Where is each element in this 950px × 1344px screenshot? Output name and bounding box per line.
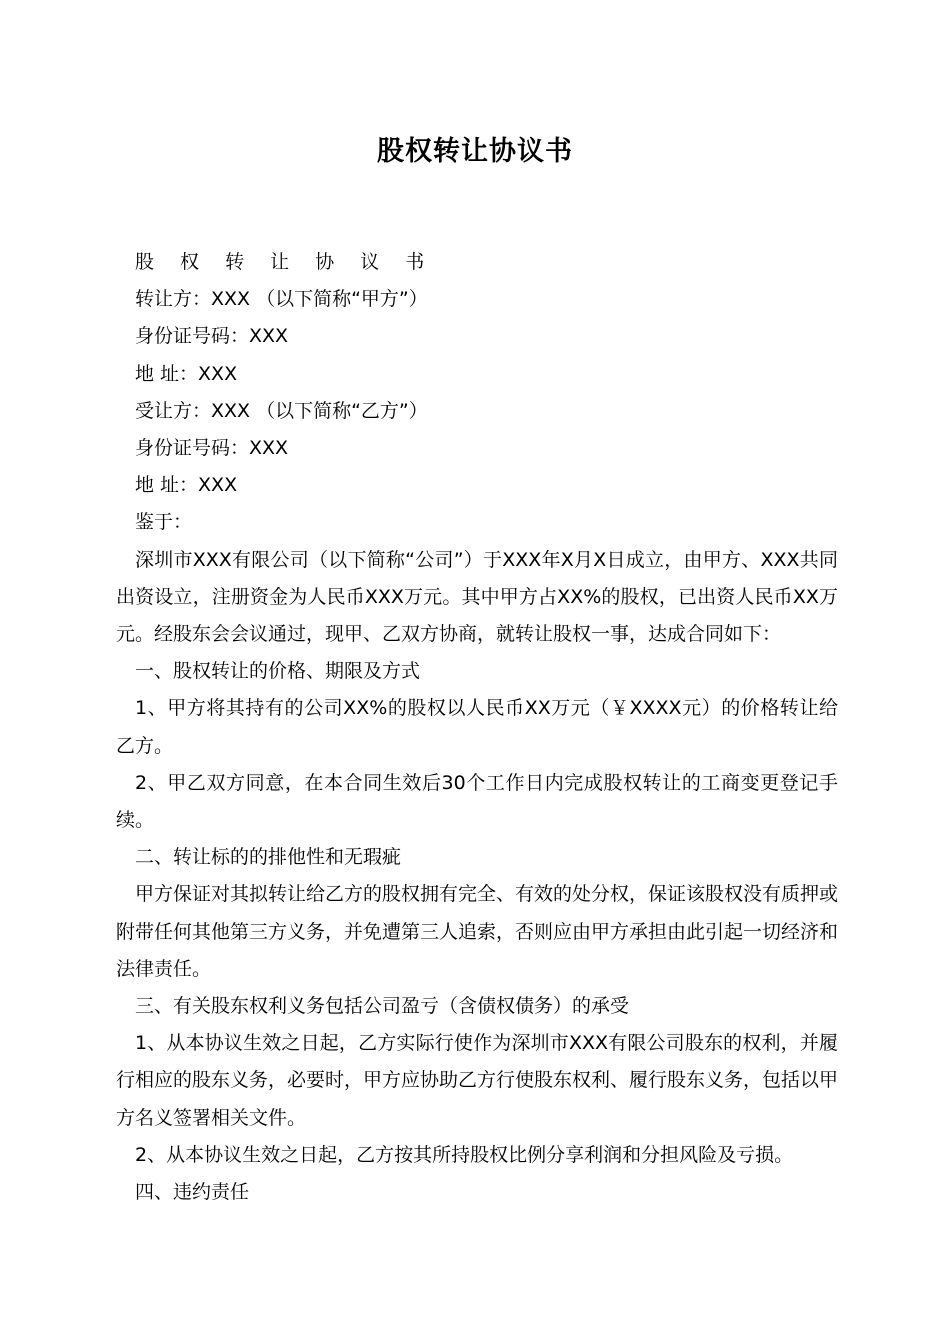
section-3-clause-2: 2、从本协议生效之日起，乙方按其所持股权比例分享利润和分担风险及亏损。 <box>135 1143 794 1166</box>
section-2-paragraph: 甲方保证对其拟转让给乙方的股权拥有完全、有效的处分权，保证该股权没有质押或附带任何其他第三方义务，并免遭第三人追索，否则应由甲方承担由此引起一切经济和法律责任。 <box>116 883 839 980</box>
transferee-line: 受让方：XXX （以下简称“乙方”） <box>135 399 428 422</box>
background-paragraph: 深圳市XXX有限公司（以下简称“公司”）于XXX年X月X日成立，由甲方、XXX共同出资设立，注册资金为人民币XXX万元。其中甲方占XX%的股权，已出资人民币XX万元。经股东会会议通过，现甲、乙双方协商，就转让股权一事，达成合同如下： <box>116 548 838 646</box>
section-1-clause-1: 1、甲方将其持有的公司XX%的股权以人民币XX万元（￥XXXX元）的价格转让给乙方。 <box>116 697 838 757</box>
transferor-id-line: 身份证号码：XXX <box>135 325 289 348</box>
transferor-line: 转让方：XXX （以下简称“甲方”） <box>135 288 428 311</box>
body-heading: 股 权 转 让 协 议 书 <box>135 251 435 273</box>
whereas-line: 鉴于： <box>135 511 193 534</box>
section-1-clause-2: 2、甲乙双方同意，在本合同生效后30个工作日内完成股权转让的工商变更登记手续。 <box>116 771 838 832</box>
section-4-heading: 四、违约责任 <box>135 1181 250 1204</box>
document-body <box>116 244 838 1211</box>
section-3-clause-1: 1、从本协议生效之日起，乙方实际行使作为深圳市XXX有限公司股东的权利，并履行相应的股东义务，必要时，甲方应协助乙方行使股东权利、履行股东义务，包括以甲方名义签署相关文件。 <box>116 1032 839 1129</box>
section-1-heading: 一、股权转让的价格、期限及方式 <box>135 660 421 683</box>
section-2-heading: 二、转让标的的排他性和无瑕疵 <box>135 846 402 869</box>
transferor-address-line: 地 址：XXX <box>135 362 238 385</box>
document-title: 股权转让协议书 <box>377 136 573 167</box>
transferee-address-line: 地 址：XXX <box>135 474 238 497</box>
transferee-id-line: 身份证号码：XXX <box>135 437 289 460</box>
section-3-heading: 三、有关股东权利义务包括公司盈亏（含债权债务）的承受 <box>135 995 630 1018</box>
